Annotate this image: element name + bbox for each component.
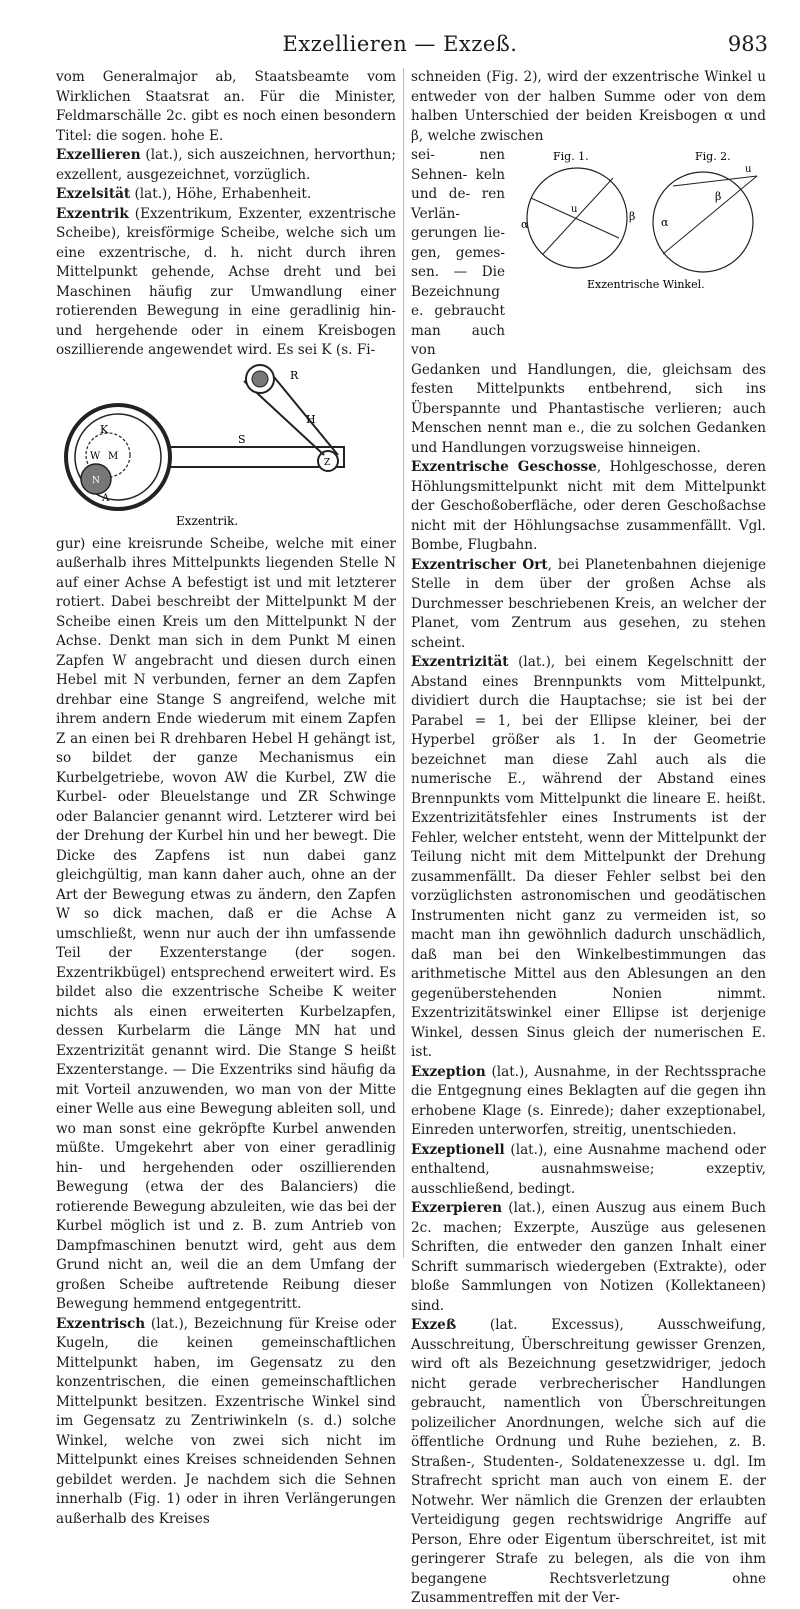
headword: Exzeptionell: [411, 1141, 505, 1158]
fig2-beta: β: [715, 190, 722, 203]
label-K: K: [100, 422, 109, 436]
label-M: M: [108, 450, 119, 462]
entry-text: , Hohlgeschosse, deren Höhlungsmittelpunkt nicht mit dem Mittelpunkt der Geschoßoberfläche, oder deren Geschoßachse nicht mit der Höhlungsachse zusammenfällt. Vgl. Bombe, Flugbahn.: [411, 459, 766, 553]
entry-text: (lat.), sich auszeichnen, hervorthun; exzellent, ausgezeichnet, vorzüglich.: [56, 147, 396, 183]
entry-text: (lat.), Bezeichnung für Kreise oder Kugeln, die keinen gemeinschaftlichen Mittelpunkt haben, im Gegensatz zu den konzentrischen, die einen gemeinschaftlichen Mittelpunkt besitzen. Exzentrische Winkel sind im Gegensatz zu Zentriwinkeln (s. d.) solche Winkel, welche von zwei sich nicht im Mittelpunkt eines Kreises schneidenden Sehnen gebildet werden. Je nachdem sich die Sehnen innerhalb (Fig. 1) oder in ihren Verlängerungen außerhalb des Kreises: [56, 1315, 396, 1527]
page-header: [0, 32, 800, 58]
entry-exzeption: [411, 1063, 766, 1141]
left-column: [56, 68, 396, 1529]
entry-exzentrisch: [56, 1315, 396, 1530]
label-S: S: [238, 432, 246, 446]
fig2-label: Fig. 2.: [695, 150, 731, 163]
entry-text: (lat.), Ausnahme, in der Rechtssprache die Entgegnung eines Beklagten auf die gegen ihn erhobene Klage (s. Einrede); daher exzeptionabel, Einreden unterworfen, streitig, unentschieden.: [411, 1063, 766, 1138]
headword: Exzeption: [411, 1063, 486, 1080]
entry-exzentrische-geschosse: [411, 458, 766, 556]
headword: Exzentrik: [56, 205, 129, 222]
column-divider: [403, 68, 404, 1258]
entry-text: (lat.), bei einem Kegelschnitt der Abstand eines Brennpunkts vom Mittelpunkt, dividiert durch die Hauptachse; sie ist bei der Parabel = 1, bei der Ellipse kleiner, bei der Hyperbel größer als 1. In der Geometrie bezeichnet man diese Zahl auch als die numerische E., während der Abstand eines Brennpunkts vom Mittelpunkt die lineare E. heißt. Exzentrizitätsfehler eines Instruments ist der Fehler, welcher entsteht, wenn der Mittelpunkt der Teilung nicht mit dem Mittelpunkt der Drehung zusammenfällt. Da dieser Fehler selbst bei den vorzüglichsten astronomischen und geodätischen Instrumenten nicht ganz zu vermeiden ist, so macht man ihn gewöhnlich dadurch unschädlich, daß man bei den Winkelbestimmungen das arithmetische Mittel aus den Ablesungen an den gegenüberstehenden Nonien nimmt. Exzentrizitätswinkel einer Ellipse ist derjenige Winkel, dessen Sinus gleich der numerischen E. ist.: [411, 654, 766, 1060]
entry-text: (lat.), eine Ausnahme machend oder enthaltend, ausnahmsweise; exzeptiv, ausschließend, bedingt.: [411, 1141, 766, 1197]
entry-exzelsitaet: [56, 185, 396, 205]
label-Z: Z: [324, 457, 331, 468]
figure-caption: Exzentrik.: [176, 513, 239, 528]
float-text: sei- nen Sehnen- keln und de- ren Verlän- gerungen lie- gen, gemes- sen. — Die Bezeichnung e. gebraucht man auch von: [411, 147, 505, 358]
entry-exzentrik: [56, 205, 396, 361]
label-A: A: [102, 492, 110, 504]
figure-caption: Exzentrische Winkel.: [587, 278, 705, 291]
right-top-paragraph: schneiden (Fig. 2), wird der exzentrische Winkel u entweder von der halben Summe oder von dem halben Unterschied der beiden Kreisbogen α und β, welche zwischen: [411, 69, 766, 144]
entry-exzess: [411, 1316, 766, 1609]
entry-text: (Exzentrikum, Exzenter, exzentrische Scheibe), kreisförmige Scheibe, welche sich um eine exzentrische, d. h. nicht durch ihren Mittelpunkt gehende, Achse dreht und bei Maschinen häufig zur Umwandlung einer rotierenden Bewegung in eine geradlinig hin- und hergehende oder in einem Kreisbogen oszillierende angewendet wird. Es sei K (s. Fi-: [56, 205, 396, 358]
fig2-alpha: α: [661, 216, 669, 229]
label-W: W: [90, 450, 101, 462]
entry-exzentrizitaet: [411, 653, 766, 1063]
entry-exzentrischer-ort: [411, 556, 766, 654]
fig1-alpha: α: [521, 218, 529, 231]
headword: Exzentrischer Ort: [411, 556, 548, 573]
running-title: Exzellieren — Exzeß.: [282, 32, 518, 56]
headword: Exzellieren: [56, 147, 141, 163]
headword: Exzeß: [411, 1317, 457, 1333]
headword: Exzelsität: [56, 186, 131, 202]
right-column: [411, 68, 766, 1609]
headword: Exzentrizität: [411, 654, 509, 670]
fig1-beta: β: [629, 210, 636, 223]
headword: Exzentrisch: [56, 1315, 146, 1332]
entry-exzentrik-continued: gur) eine kreisrunde Scheibe, welche mit einer außerhalb ihres Mittelpunkts liegenden Stelle N auf einer Achse A befestigt ist und mit letzterer rotiert. Dabei beschreibt der Mittelpunkt M der Scheibe einen Kreis um den Mittelpunkt N der Achse. Denkt man sich in dem Punkt M einen Zapfen W angebracht und diesen durch einen Hebel mit N verbunden, ferner an dem Zapfen drehbar eine Stange S angreifend, welche mit ihrem andern Ende wiederum mit einem Zapfen Z an einen bei R drehbaren Hebel H gehängt ist, so bildet der ganze Mechanismus ein Kurbelgetriebe, wovon AW die Kurbel, ZW die Kurbel- oder Bleuelstange und ZR Schwinge oder Balancier genannt wird. Letzterer wird bei der Drehung der Kurbel hin und her bewegt. Die Dicke des Zapfens ist nun dabei ganz gleichgültig, man kann daher auch, ohne an der Art der Bewegung etwas zu ändern, den Zapfen W so dick machen, daß er die Achse A umschließt, wenn nur auch der ihn umfassende Teil der Exzenterstange (der sogen. Exzentrikbügel) entsprechend erweitert wird. Es bildet also die exzentrische Scheibe K weiter nichts als einen erweiterten Kurbelzapfen, dessen Kurbelarm die Länge MN hat und Exzentrizität genannt wird. Die Stange S heißt Exzenterstange. — Die Exzentriks sind häufig da mit Vorteil anzuwenden, wo man von der Mitte einer Welle aus eine Bewegung ableiten soll, und wo man sonst eine gekröpfte Kurbel anwenden müßte. Umgekehrt aber von einer geradlinig hin- und hergehenden oder oszillierenden Bewegung (etwa der des Balanciers) die rotierende Bewegung abzuleiten, wie das bei der Kurbel möglich ist und z. B. zum Antrieb von Dampfmaschinen benutzt wird, geht aus dem Grund nicht an, weil die an dem Umfang der großen Scheibe auftretende Reibung dieser Bewegung hemmend entgegentritt.: [56, 535, 396, 1312]
headword: Exzerpieren: [411, 1200, 503, 1216]
page-number: 983: [727, 32, 768, 56]
headword: Exzentrische Geschosse: [411, 459, 597, 475]
label-N: N: [92, 475, 100, 486]
fig2-u: u: [745, 164, 752, 175]
fig1-label: Fig. 1.: [553, 150, 589, 163]
entry-text: (lat.), Höhe, Erhabenheit.: [130, 186, 312, 202]
entry-text: (lat.), einen Auszug aus einem Buch 2c. machen; Exzerpte, Auszüge aus gelesenen Schriften, die entweder den ganzen Inhalt einer Schrift summarisch wiedergeben (Extrakte), oder bloße Sammlungen von Notizen (Kollektaneen) sind.: [411, 1200, 766, 1314]
entry-exzellieren: [56, 146, 396, 185]
exzentrische-winkel-figure: [505, 146, 766, 294]
entry-exzeptionell: [411, 1141, 766, 1200]
label-R: R: [290, 368, 299, 382]
exzentrik-figure: [56, 363, 396, 533]
entry-exzerpieren: [411, 1199, 766, 1316]
label-H: H: [306, 412, 316, 426]
right-after-figure: Gedanken und Handlungen, die, gleichsam des festen Mittelpunkts entbehrend, sich ins Überspannte und Phantastische verlieren; auch Menschen nennt man e., die zu solchen Gedanken und Handlungen vorzugsweise hinneigen.: [411, 361, 766, 456]
intro-paragraph: vom Generalmajor ab, Staatsbeamte vom Wirklichen Staatsrat an. Für die Minister, Feldmarschälle 2c. gibt es noch einen besondern Titel: die sogen. hohe E.: [56, 69, 396, 144]
entry-text: (lat. Excessus), Ausschweifung, Ausschreitung, Überschreitung gewisser Grenzen, wird oft als Bezeichnung gesetzwidriger, jedoch nicht gerade verbrecherischer Handlungen gebraucht, namentlich von Überschreitungen polizeilicher Anordnungen, welche sich auf die öffentliche Ordnung und Ruhe beziehen, z. B. Straßen-, Studenten-, Soldatenexzesse u. dgl. Im Strafrecht spricht man auch von einem E. der Notwehr. Wer nämlich die Grenzen der erlaubten Verteidigung gegen rechtswidrige Angriffe auf Person, Ehre oder Eigentum überschreitet, ist mit geringerer Strafe zu belegen, als die von ihm begangene Rechtsverletzung ohne Zusammentreffen mit der Ver-: [411, 1317, 766, 1606]
entry-text: , bei Planetenbahnen diejenige Stelle in dem über der großen Achse als Durchmesser beschriebenen Kreis, an welcher der Planet, vom Zentrum aus gesehen, zu stehen scheint.: [411, 556, 767, 651]
fig1-u: u: [571, 204, 578, 215]
float-block: [411, 146, 766, 361]
